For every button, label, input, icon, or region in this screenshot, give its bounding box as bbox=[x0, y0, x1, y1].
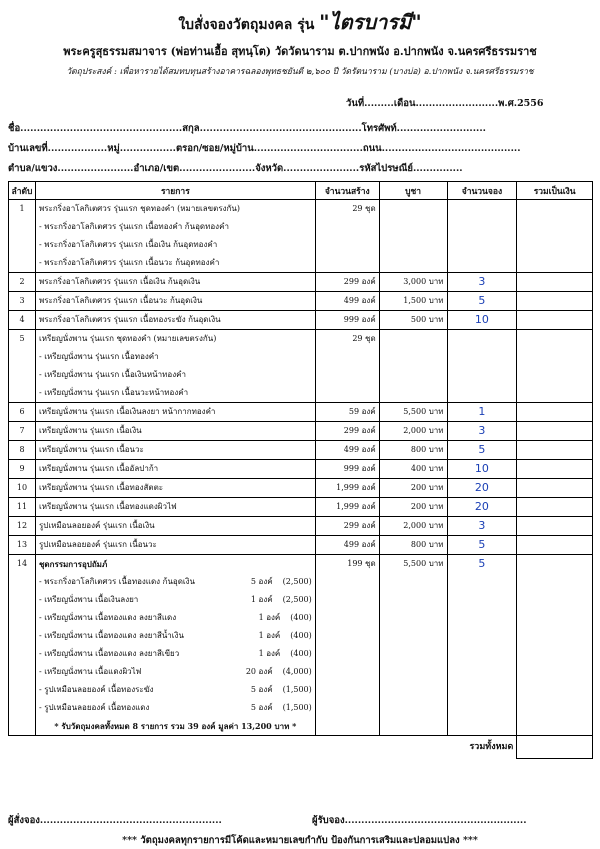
row-price bbox=[379, 273, 447, 292]
row-price-text: 500 บาท bbox=[410, 315, 444, 324]
row-order-text: 10 bbox=[474, 313, 489, 326]
order-table bbox=[8, 181, 593, 759]
row-total[interactable] bbox=[517, 460, 593, 479]
row-price-text: 2,000 บาท bbox=[403, 521, 444, 530]
row-qty bbox=[315, 292, 379, 311]
row-price bbox=[379, 441, 447, 460]
row-qty-text: 59 องค์ bbox=[348, 407, 376, 416]
row-description bbox=[35, 403, 315, 422]
set-item bbox=[39, 627, 312, 645]
row-no bbox=[9, 311, 36, 330]
header-qty: จำนวนสร้าง bbox=[315, 182, 379, 200]
temple-line: พระครูสุธรรมสมาจาร (พ่อท่านเอื้อ สุทนฺโต) วัดวัดนาราม ต.ปากพนัง อ.ปากพนัง จ.นครศรีธรรมราช bbox=[63, 45, 537, 58]
row-order[interactable] bbox=[447, 498, 517, 517]
row-price bbox=[379, 330, 447, 403]
row-order-text: 20 bbox=[474, 481, 489, 494]
set-item bbox=[39, 699, 312, 717]
set-item-name: - พระกริ่งอาโลกิเตศวร เนื้อทองแดง ก้นอุดเงิน bbox=[38, 577, 196, 586]
row-price bbox=[379, 536, 447, 555]
row-no-text: 14 bbox=[16, 559, 28, 568]
row-order[interactable] bbox=[447, 536, 517, 555]
item-line: พระกริ่งอาโลกิเตศวร รุ่นแรก เนื้อนวะ ก้นอุดเงิน bbox=[38, 296, 203, 305]
row-order[interactable] bbox=[447, 292, 517, 311]
set-item bbox=[39, 681, 312, 699]
row-qty bbox=[315, 200, 379, 273]
set-item-count: 5 องค์ bbox=[250, 703, 273, 712]
set-item-count: 20 องค์ bbox=[245, 667, 273, 676]
row-order-text: 20 bbox=[474, 500, 489, 513]
row-price bbox=[379, 200, 447, 273]
set-item-name: - รูปเหมือนลอยองค์ เนื้อทองระฆัง bbox=[38, 685, 154, 694]
row-qty-text: 299 องค์ bbox=[343, 521, 376, 530]
set-item bbox=[39, 645, 312, 663]
row-no bbox=[9, 460, 36, 479]
item-line: เหรียญนั่งพาน รุ่นแรก เนื้อเงิน bbox=[38, 426, 142, 435]
row-order-text: 3 bbox=[478, 424, 486, 437]
row-total[interactable] bbox=[517, 273, 593, 292]
row-qty bbox=[315, 536, 379, 555]
set-item-value: (1,500) bbox=[282, 685, 312, 694]
row-qty bbox=[315, 273, 379, 292]
row-no bbox=[9, 200, 36, 273]
row-no bbox=[9, 479, 36, 498]
row-order[interactable] bbox=[447, 441, 517, 460]
set-item-name: - รูปเหมือนลอยองค์ เนื้อทองแดง bbox=[38, 703, 150, 712]
row-qty-text: 29 ชุด bbox=[352, 204, 376, 213]
set-item-count: 5 องค์ bbox=[250, 577, 273, 586]
row-order[interactable] bbox=[447, 422, 517, 441]
row-total[interactable] bbox=[517, 536, 593, 555]
row-total[interactable] bbox=[517, 517, 593, 536]
row-no-text: 13 bbox=[16, 540, 28, 549]
row-total[interactable] bbox=[517, 498, 593, 517]
row-qty-text: 29 ชุด bbox=[352, 334, 376, 343]
table-header bbox=[9, 182, 593, 200]
set-item-count: 5 องค์ bbox=[250, 685, 273, 694]
row-no-text: 5 bbox=[19, 334, 25, 343]
row-description bbox=[35, 479, 315, 498]
set-item-name: - เหรียญนั่งพาน เนื้อเงินลงยา bbox=[38, 595, 139, 604]
row-qty bbox=[315, 517, 379, 536]
item-line: - เหรียญนั่งพาน รุ่นแรก เนื้อนวะหน้าทองคำ bbox=[38, 388, 189, 397]
row-qty-text: 1,999 องค์ bbox=[336, 483, 376, 492]
row-total[interactable] bbox=[517, 441, 593, 460]
row-order-text: 3 bbox=[478, 275, 486, 288]
set-item-value: (400) bbox=[290, 649, 312, 658]
row-total[interactable] bbox=[517, 555, 593, 736]
row-price-text: 800 บาท bbox=[410, 540, 444, 549]
set-item-name: - เหรียญนั่งพาน เนื้อแดงผิวไฟ bbox=[38, 667, 142, 676]
row-price-text: 1,500 บาท bbox=[403, 296, 444, 305]
row-total[interactable] bbox=[517, 403, 593, 422]
item-line: เหรียญนั่งพาน รุ่นแรก ชุดทองคำ (หมายเลขตรงกัน) bbox=[38, 334, 217, 343]
item-line: รูปเหมือนลอยองค์ รุ่นแรก เนื้อเงิน bbox=[38, 521, 155, 530]
set-item bbox=[39, 609, 312, 627]
row-qty bbox=[315, 441, 379, 460]
item-line: เหรียญนั่งพาน รุ่นแรก เนื้อทองสัตตะ bbox=[38, 483, 164, 492]
row-price-text: 3,000 บาท bbox=[403, 277, 444, 286]
row-order[interactable] bbox=[447, 403, 517, 422]
row-price bbox=[379, 517, 447, 536]
row-description bbox=[35, 441, 315, 460]
address-field[interactable]: บ้านเลขที่..................หมู่.................ตรอก/ซอย/หมู่บ้าน.................................ถนน.......................................... bbox=[8, 143, 521, 154]
grand-total[interactable] bbox=[517, 736, 593, 759]
row-description bbox=[35, 517, 315, 536]
row-qty bbox=[315, 498, 379, 517]
item-line: - พระกริ่งอาโลกิเตศวร รุ่นแรก เนื้อเงิน ก้นอุดทองคำ bbox=[38, 240, 218, 249]
item-line: - เหรียญนั่งพาน รุ่นแรก เนื้อทองคำ bbox=[38, 352, 159, 361]
header-total: รวมเป็นเงิน bbox=[517, 182, 593, 200]
header-order: จำนวนจอง bbox=[447, 182, 517, 200]
row-order[interactable] bbox=[447, 311, 517, 330]
header-price: บูชา bbox=[379, 182, 447, 200]
set-summary: * รับวัตถุมงคลทั้งหมด 8 รายการ รวม 39 องค์ มูลค่า 13,200 บาท * bbox=[54, 721, 297, 731]
row-order-text: 5 bbox=[478, 294, 486, 307]
date-line: วันที่.........เดือน.........................พ.ศ.2556 bbox=[346, 98, 544, 109]
name-field[interactable]: ชื่อ.................................................สกุล.................................................โทรศัพท์........................... bbox=[8, 123, 486, 134]
total-label: รวมทั้งหมด bbox=[469, 742, 514, 752]
set-item-count: 1 องค์ bbox=[250, 595, 273, 604]
row-qty bbox=[315, 330, 379, 403]
item-line: รูปเหมือนลอยองค์ รุ่นแรก เนื้อนวะ bbox=[38, 540, 157, 549]
row-order[interactable] bbox=[447, 200, 517, 273]
row-order[interactable] bbox=[447, 460, 517, 479]
row-price-text: 800 บาท bbox=[410, 445, 444, 454]
row-total[interactable] bbox=[517, 311, 593, 330]
item-line: เหรียญนั่งพาน รุ่นแรก เนื้อทองแดงผิวไฟ bbox=[38, 502, 177, 511]
row-price bbox=[379, 555, 447, 736]
row-description bbox=[35, 200, 315, 273]
receiver-signature[interactable]: ผู้รับจอง....................................................... bbox=[312, 815, 527, 826]
row-qty-text: 999 องค์ bbox=[343, 464, 376, 473]
title-name: "ไตรบารมี" bbox=[319, 10, 422, 34]
row-order-text: 5 bbox=[478, 538, 486, 551]
row-order[interactable] bbox=[447, 330, 517, 403]
row-description bbox=[35, 273, 315, 292]
row-no bbox=[9, 292, 36, 311]
row-no-text: 1 bbox=[19, 204, 25, 213]
row-qty-text: 299 องค์ bbox=[343, 277, 376, 286]
row-qty bbox=[315, 403, 379, 422]
row-no bbox=[9, 273, 36, 292]
table-row bbox=[9, 292, 593, 311]
row-qty bbox=[315, 479, 379, 498]
item-line: - พระกริ่งอาโลกิเตศวร รุ่นแรก เนื้อทองคำ ก้นอุดทองคำ bbox=[38, 222, 229, 231]
row-no-text: 11 bbox=[16, 502, 28, 511]
row-qty-text: 499 องค์ bbox=[343, 445, 376, 454]
total-row bbox=[9, 736, 593, 759]
row-order[interactable] bbox=[447, 517, 517, 536]
row-no-text: 4 bbox=[19, 315, 25, 324]
row-order-text: 3 bbox=[478, 519, 486, 532]
table-row bbox=[9, 517, 593, 536]
row-no bbox=[9, 555, 36, 736]
table-row bbox=[9, 422, 593, 441]
row-no-text: 12 bbox=[16, 521, 28, 530]
item-line: เหรียญนั่งพาน รุ่นแรก เนื้อเงินลงยา หน้ากากทองคำ bbox=[38, 407, 216, 416]
table-row bbox=[9, 273, 593, 292]
set-item-count: 1 องค์ bbox=[258, 631, 281, 640]
title-prefix: ใบสั่งจองวัตถุมงคล รุ่น bbox=[178, 17, 315, 33]
row-description bbox=[35, 460, 315, 479]
table-row bbox=[9, 200, 593, 273]
row-price-text bbox=[383, 330, 444, 348]
row-description bbox=[35, 422, 315, 441]
row-no-text: 10 bbox=[16, 483, 28, 492]
set-item-name: - เหรียญนั่งพาน เนื้อทองแดง ลงยาสีเขียว bbox=[38, 649, 180, 658]
row-qty-text: 499 องค์ bbox=[343, 540, 376, 549]
row-description bbox=[35, 498, 315, 517]
row-order[interactable] bbox=[447, 555, 517, 736]
row-description bbox=[35, 330, 315, 403]
row-order[interactable] bbox=[447, 479, 517, 498]
row-qty-text: 1,999 องค์ bbox=[336, 502, 376, 511]
item-line: - เหรียญนั่งพาน รุ่นแรก เนื้อเงินหน้าทองคำ bbox=[38, 370, 186, 379]
row-order-text bbox=[451, 330, 514, 348]
row-price bbox=[379, 460, 447, 479]
table-row bbox=[9, 441, 593, 460]
row-no-text: 6 bbox=[19, 407, 25, 416]
row-no bbox=[9, 403, 36, 422]
total-label-cell bbox=[9, 736, 517, 759]
row-price bbox=[379, 422, 447, 441]
header-no: ลำดับ bbox=[9, 182, 36, 200]
item-line: พระกริ่งอาโลกิเตศวร รุ่นแรก ชุดทองคำ (หมายเลขตรงกัน) bbox=[38, 204, 240, 213]
row-order-text: 5 bbox=[478, 557, 486, 570]
row-no-text: 2 bbox=[19, 277, 25, 286]
row-qty-text: 499 องค์ bbox=[343, 296, 376, 305]
row-description bbox=[35, 311, 315, 330]
set-item-name: - เหรียญนั่งพาน เนื้อทองแดง ลงยาสีแดง bbox=[38, 613, 177, 622]
set-item bbox=[39, 573, 312, 591]
row-price-text: 2,000 บาท bbox=[403, 426, 444, 435]
row-no-text: 9 bbox=[19, 464, 25, 473]
item-line: พระกริ่งอาโลกิเตศวร รุ่นแรก เนื้อทองระฆัง ก้นอุดเงิน bbox=[38, 315, 221, 324]
table-row bbox=[9, 498, 593, 517]
row-total[interactable] bbox=[517, 200, 593, 273]
row-price bbox=[379, 403, 447, 422]
row-price-text: 200 บาท bbox=[410, 502, 444, 511]
row-total[interactable] bbox=[517, 422, 593, 441]
row-price-text: 200 บาท bbox=[410, 483, 444, 492]
row-price-text bbox=[383, 200, 444, 218]
row-no-text: 7 bbox=[19, 426, 25, 435]
row-total[interactable] bbox=[517, 292, 593, 311]
set-item-value: (2,500) bbox=[282, 577, 312, 586]
row-no bbox=[9, 536, 36, 555]
set-item-value: (1,500) bbox=[282, 703, 312, 712]
row-no bbox=[9, 422, 36, 441]
table-row bbox=[9, 460, 593, 479]
row-price-text: 5,500 บาท bbox=[403, 407, 444, 416]
table-row bbox=[9, 536, 593, 555]
header-item: รายการ bbox=[35, 182, 315, 200]
set-item-value: (2,500) bbox=[282, 595, 312, 604]
row-qty bbox=[315, 460, 379, 479]
row-qty bbox=[315, 311, 379, 330]
set-item bbox=[39, 663, 312, 681]
table-row bbox=[9, 479, 593, 498]
purpose-line: วัตถุประสงค์ : เพื่อหารายได้สมทบทุนสร้างอาคารฉลองพุทธชยันตี ๒,๖๐๐ ปี วัดรัตนาราม (บางบ่อ) อ.ปากพนัง จ.นครศรีธรรมราช bbox=[66, 67, 534, 77]
set-item-name: - เหรียญนั่งพาน เนื้อทองแดง ลงยาสีน้ำเงิน bbox=[38, 631, 184, 640]
orderer-signature[interactable]: ผู้สั่งจอง....................................................... bbox=[8, 815, 222, 826]
item-line: เหรียญนั่งพาน รุ่นแรก เนื้ออัลปาก้า bbox=[38, 464, 159, 473]
row-no bbox=[9, 517, 36, 536]
row-order-text: 10 bbox=[474, 462, 489, 475]
row-order-text bbox=[451, 200, 514, 218]
row-qty-text: 199 ชุด bbox=[347, 559, 376, 568]
item-line: พระกริ่งอาโลกิเตศวร รุ่นแรก เนื้อเงิน ก้นอุดเงิน bbox=[38, 277, 201, 286]
district-field[interactable]: ตำบล/แขวง.......................อำเภอ/เขต.......................จังหวัด.......................รหัสไปรษณีย์............... bbox=[8, 163, 463, 174]
set-item bbox=[39, 591, 312, 609]
table-row bbox=[9, 330, 593, 403]
row-order-text: 5 bbox=[478, 443, 486, 456]
table-row bbox=[9, 311, 593, 330]
row-price bbox=[379, 479, 447, 498]
row-price-text: 400 บาท bbox=[410, 464, 444, 473]
item-line: เหรียญนั่งพาน รุ่นแรก เนื้อนวะ bbox=[38, 445, 144, 454]
row-no bbox=[9, 330, 36, 403]
row-no-text: 8 bbox=[19, 445, 25, 454]
form-title bbox=[0, 6, 600, 38]
set-item-value: (400) bbox=[290, 613, 312, 622]
row-qty bbox=[315, 555, 379, 736]
row-no-text: 3 bbox=[19, 296, 25, 305]
row-description bbox=[35, 292, 315, 311]
row-qty bbox=[315, 422, 379, 441]
set-item-count: 1 องค์ bbox=[258, 613, 281, 622]
set-heading: ชุดกรรมการอุปถัมภ์ bbox=[38, 559, 108, 569]
row-price-text: 5,500 บาท bbox=[403, 559, 444, 568]
row-no bbox=[9, 441, 36, 460]
row-price bbox=[379, 292, 447, 311]
footer-note: *** วัตถุมงคลทุกรายการมีโค้ดและหมายเลขกำกับ ป้องกันการเสริมและปลอมแปลง *** bbox=[122, 835, 478, 846]
set-item-value: (4,000) bbox=[282, 667, 312, 676]
table-row bbox=[9, 555, 593, 736]
row-total[interactable] bbox=[517, 479, 593, 498]
item-line: - พระกริ่งอาโลกิเตศวร รุ่นแรก เนื้อนวะ ก้นอุดทองคำ bbox=[38, 258, 220, 267]
row-order-text: 1 bbox=[478, 405, 486, 418]
row-price bbox=[379, 311, 447, 330]
row-qty-text: 999 องค์ bbox=[343, 315, 376, 324]
row-qty-text: 299 องค์ bbox=[343, 426, 376, 435]
row-total[interactable] bbox=[517, 330, 593, 403]
row-description bbox=[35, 536, 315, 555]
set-item-value: (400) bbox=[290, 631, 312, 640]
set-description bbox=[35, 555, 315, 736]
row-order[interactable] bbox=[447, 273, 517, 292]
set-item-count: 1 องค์ bbox=[258, 649, 281, 658]
row-no bbox=[9, 498, 36, 517]
table-row bbox=[9, 403, 593, 422]
row-price bbox=[379, 498, 447, 517]
